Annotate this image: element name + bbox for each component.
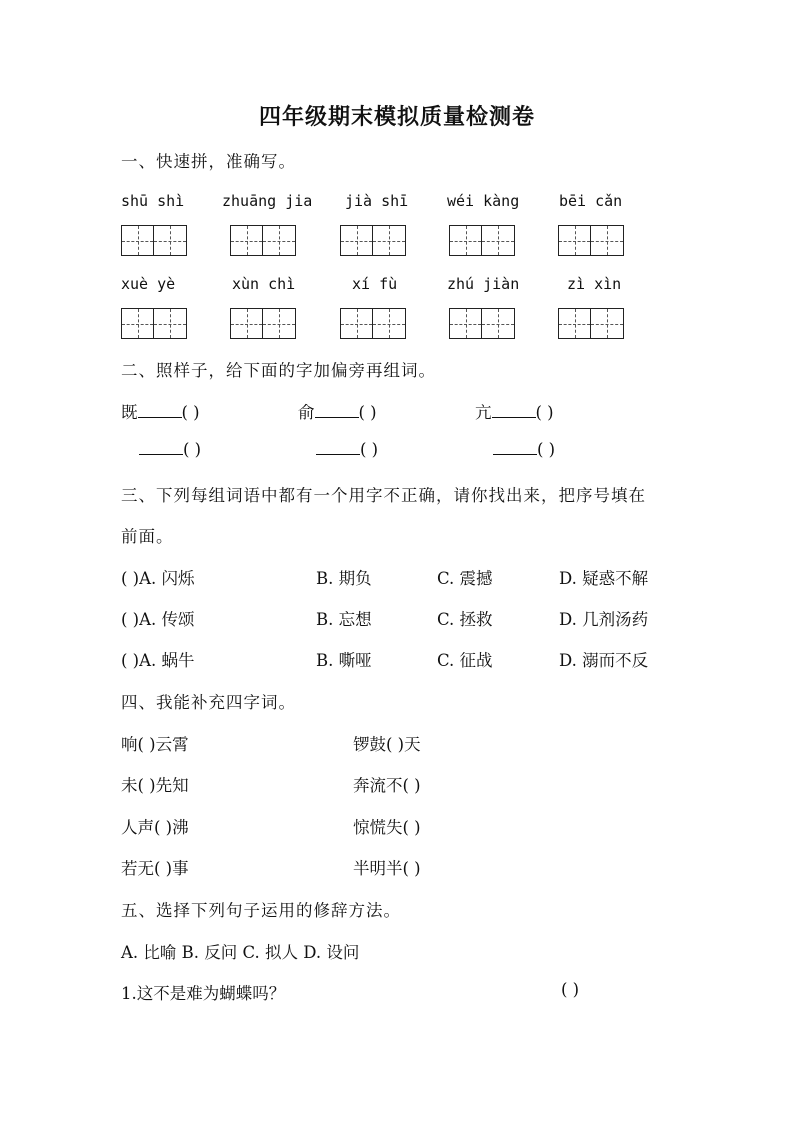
radical-char: 既 (121, 403, 138, 422)
answer-blank[interactable] (492, 403, 536, 418)
answer-paren[interactable]: ( ) (561, 980, 580, 999)
radical-item (493, 440, 555, 459)
pinyin-label: zhuāng jia (222, 192, 313, 210)
answer-paren[interactable]: ( ) (358, 403, 377, 422)
answer-blank[interactable] (493, 440, 537, 455)
pinyin-label: xí fù (352, 275, 398, 293)
writing-grid[interactable] (340, 225, 406, 256)
choice-c: C. 拯救 (437, 610, 493, 629)
idiom-item: 惊慌失( ) (353, 818, 421, 837)
choice-c: C. 震撼 (437, 569, 493, 588)
pinyin-label: zì xìn (567, 275, 622, 293)
answer-paren[interactable]: ( ) (183, 440, 202, 459)
answer-paren[interactable]: ( ) (360, 440, 379, 459)
radical-item (316, 440, 378, 459)
writing-grid[interactable] (230, 308, 296, 339)
idiom-item: 响( )云霄 (121, 735, 189, 754)
section-4-heading: 四、我能补充四字词。 (121, 693, 296, 712)
choice-lead: ( )A. 闪烁 (121, 569, 195, 588)
writing-grid[interactable] (449, 308, 515, 339)
choice-d: D. 溺而不反 (559, 651, 649, 670)
section-2-heading: 二、照样子，给下面的字加偏旁再组词。 (121, 361, 436, 380)
writing-grid[interactable] (121, 308, 187, 339)
pinyin-label: bēi cǎn (559, 192, 623, 210)
section-3-heading: 三、下列每组词语中都有一个用字不正确，请你找出来，把序号填在 (121, 486, 646, 505)
section-3-heading-cont: 前面。 (121, 527, 174, 546)
choice-c: C. 征战 (437, 651, 493, 670)
pinyin-label: zhú jiàn (447, 275, 520, 293)
choice-b: B. 期负 (316, 569, 372, 588)
answer-paren[interactable]: ( ) (537, 440, 556, 459)
pinyin-label: xùn chì (232, 275, 296, 293)
writing-grid[interactable] (230, 225, 296, 256)
writing-grid[interactable] (340, 308, 406, 339)
pinyin-label: jià shī (345, 192, 409, 210)
choice-b: B. 忘想 (316, 610, 372, 629)
radical-item (139, 440, 201, 459)
choice-d: D. 几剂汤药 (559, 610, 649, 629)
idiom-item: 半明半( ) (353, 859, 421, 878)
answer-blank[interactable] (139, 440, 183, 455)
idiom-item: 人声( )沸 (121, 818, 189, 837)
idiom-item: 若无( )事 (121, 859, 189, 878)
radical-char: 俞 (298, 403, 315, 422)
choice-lead: ( )A. 蜗牛 (121, 651, 195, 670)
radical-item (121, 399, 200, 423)
writing-grid[interactable] (449, 225, 515, 256)
idiom-item: 奔流不( ) (353, 776, 421, 795)
radical-char: 亢 (475, 403, 492, 422)
pinyin-label: xuè yè (121, 275, 176, 293)
choice-b: B. 嘶哑 (316, 651, 372, 670)
section-1-heading: 一、快速拼，准确写。 (121, 152, 296, 171)
answer-blank[interactable] (315, 403, 359, 418)
pinyin-label: wéi kàng (447, 192, 520, 210)
writing-grid[interactable] (121, 225, 187, 256)
answer-blank[interactable] (138, 403, 182, 418)
pinyin-label: shū shì (121, 192, 185, 210)
choice-d: D. 疑惑不解 (559, 569, 649, 588)
page-title: 四年级期末模拟质量检测卷 (258, 104, 535, 130)
idiom-item: 未( )先知 (121, 776, 189, 795)
radical-item (475, 399, 554, 423)
answer-blank[interactable] (316, 440, 360, 455)
radical-item (298, 399, 377, 423)
answer-paren[interactable]: ( ) (535, 403, 554, 422)
section-5-heading: 五、选择下列句子运用的修辞方法。 (121, 901, 401, 920)
idiom-item: 锣鼓( )天 (353, 735, 421, 754)
writing-grid[interactable] (558, 308, 624, 339)
rhetoric-options: A. 比喻 B. 反问 C. 拟人 D. 设问 (121, 943, 360, 962)
question-1: 1.这不是难为蝴蝶吗？ (121, 984, 286, 1003)
writing-grid[interactable] (558, 225, 624, 256)
choice-lead: ( )A. 传颂 (121, 610, 195, 629)
answer-paren[interactable]: ( ) (181, 403, 200, 422)
